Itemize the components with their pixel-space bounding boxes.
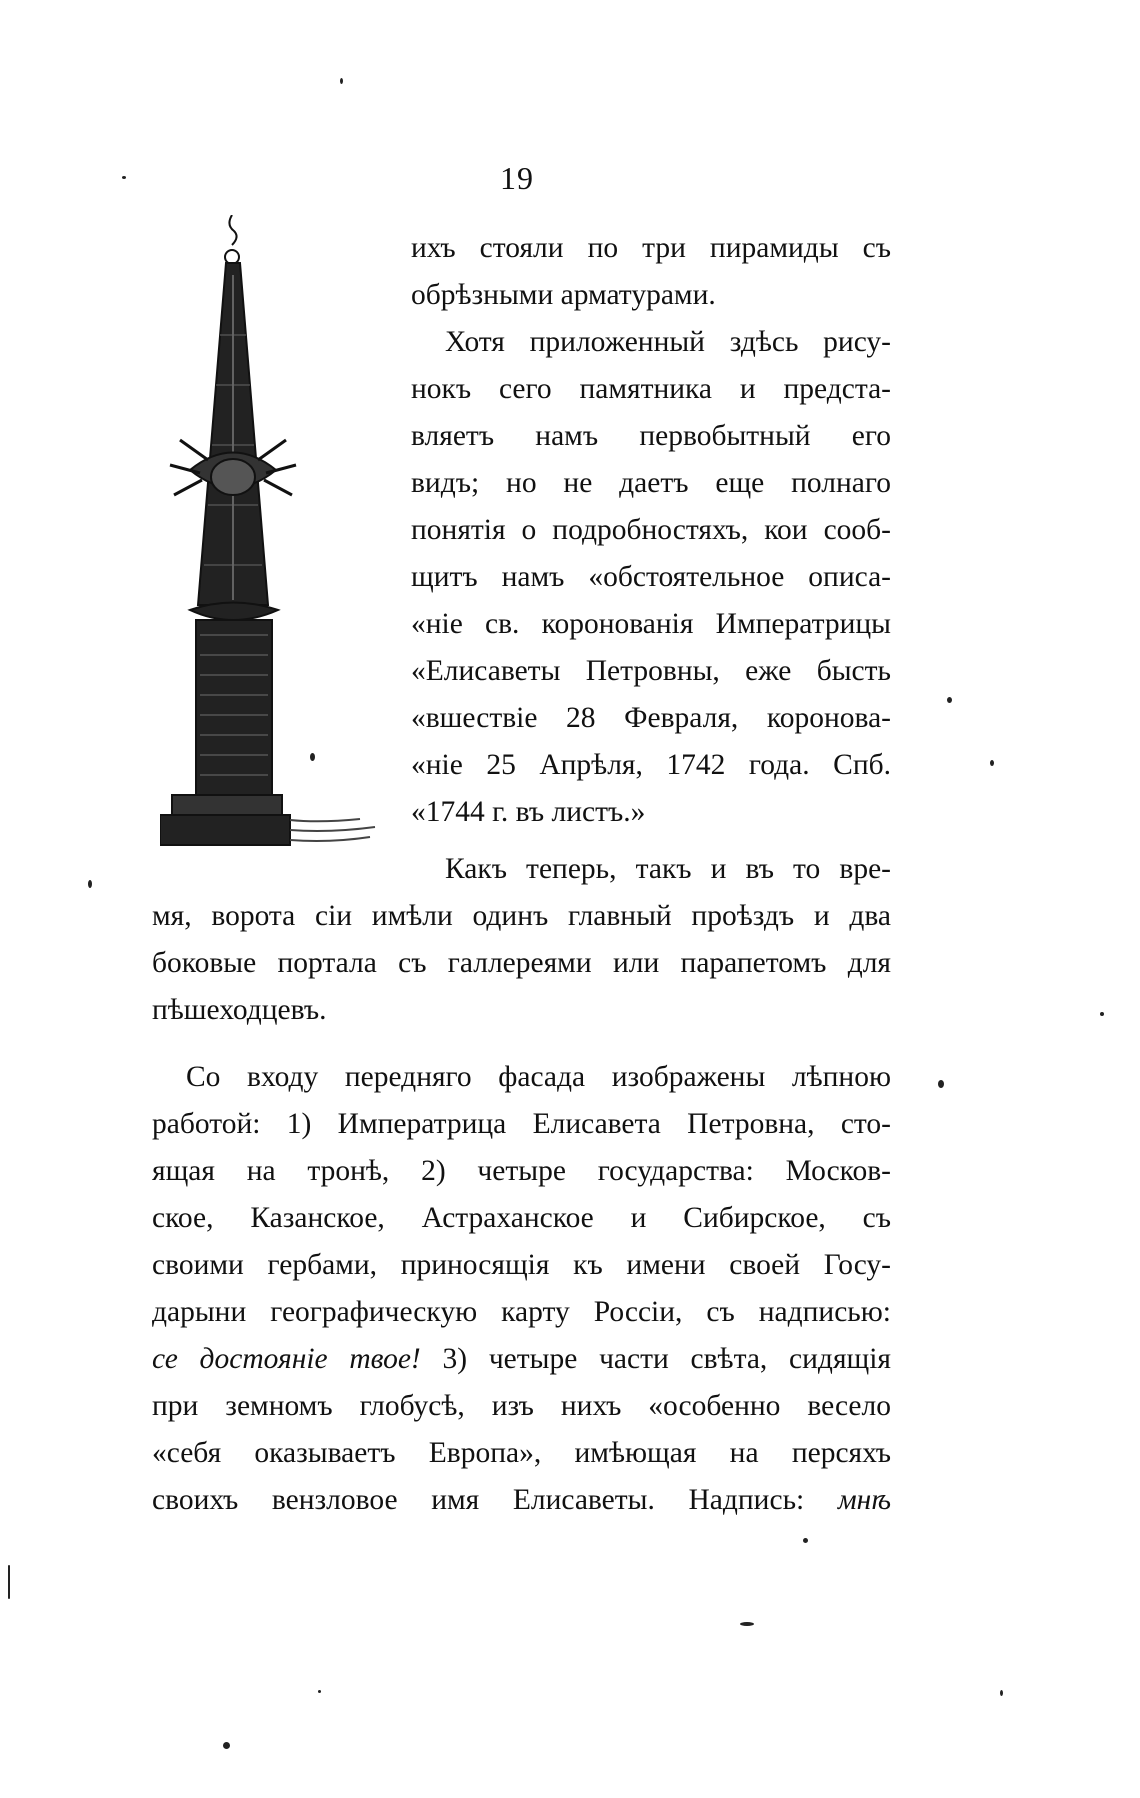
text-line: мя, ворота сіи имѣли одинъ главный проѣздъ и два (152, 900, 891, 932)
text-line: «ніе св. коронованія Императрицы (411, 608, 891, 640)
text-line: при земномъ глобусѣ, изъ нихъ «особенно весело (152, 1390, 891, 1422)
scan-speck (990, 760, 994, 766)
text-line: «себя оказываетъ Европа», имѣющая на персяхъ (152, 1437, 891, 1469)
scan-speck (803, 1538, 808, 1543)
text-line: «1744 г. въ листъ.» (411, 796, 646, 828)
text-line: вляетъ намъ первобытный его (411, 420, 891, 452)
text-line: ихъ стояли по три пирамиды съ (411, 232, 891, 264)
italic-inscription: се достояніе твое! (152, 1343, 421, 1375)
text-line: понятія о подробностяхъ, кои сооб- (411, 514, 891, 546)
text-line: пѣшеходцевъ. (152, 994, 327, 1026)
scan-speck (938, 1080, 944, 1088)
page-number: 19 (500, 160, 534, 196)
text-line: видъ; но не даетъ еще полнаго (411, 467, 891, 499)
text-segment: своихъ вензловое имя Елисаветы. Надпись: (152, 1484, 838, 1516)
text-segment: 3) четыре части свѣта, сидящія (420, 1343, 891, 1375)
scan-speck (1000, 1690, 1003, 1696)
scan-speck (1100, 1012, 1104, 1016)
text-line: своими гербами, приносящія къ имени своей Госу- (152, 1249, 891, 1281)
scan-speck (740, 1622, 754, 1626)
text-line: работой: 1) Императрица Елисавета Петровна, сто- (152, 1108, 891, 1140)
text-line: Хотя приложенный здѣсь рису- (445, 326, 891, 358)
scan-speck (947, 697, 952, 703)
italic-word: мнѣ (837, 1484, 891, 1516)
text-line: ское, Казанское, Астраханское и Сибирское, съ (152, 1202, 891, 1234)
text-line (152, 1345, 891, 1375)
scan-speck (340, 78, 343, 84)
text-line: «ніе 25 Апрѣля, 1742 года. Спб. (411, 749, 891, 781)
scan-speck (310, 753, 315, 761)
text-line: ящая на тронѣ, 2) четыре государства: Москов- (152, 1155, 891, 1187)
scan-speck (88, 880, 92, 888)
text-line: обрѣзными арматурами. (411, 279, 716, 311)
text-line: Со входу передняго фасада изображены лѣпною (186, 1061, 891, 1093)
scan-speck (122, 176, 126, 179)
text-line (152, 1486, 891, 1516)
scan-speck (318, 1690, 321, 1693)
obelisk-illustration (160, 215, 390, 885)
text-line: нокъ сего памятника и предста- (411, 373, 891, 405)
text-line: щитъ намъ «обстоятельное описа- (411, 561, 891, 593)
text-line: «вшествіе 28 Февраля, коронова- (411, 702, 891, 734)
text-line: «Елисаветы Петровны, еже бысть (411, 655, 891, 687)
text-line: дарыни географическую карту Россіи, съ надписью: (152, 1296, 891, 1328)
text-line: Какъ теперь, такъ и въ то вре- (445, 853, 891, 885)
scan-speck (8, 1565, 10, 1599)
text-line: боковые портала съ галлереями или парапетомъ для (152, 947, 891, 979)
scan-speck (223, 1742, 230, 1749)
